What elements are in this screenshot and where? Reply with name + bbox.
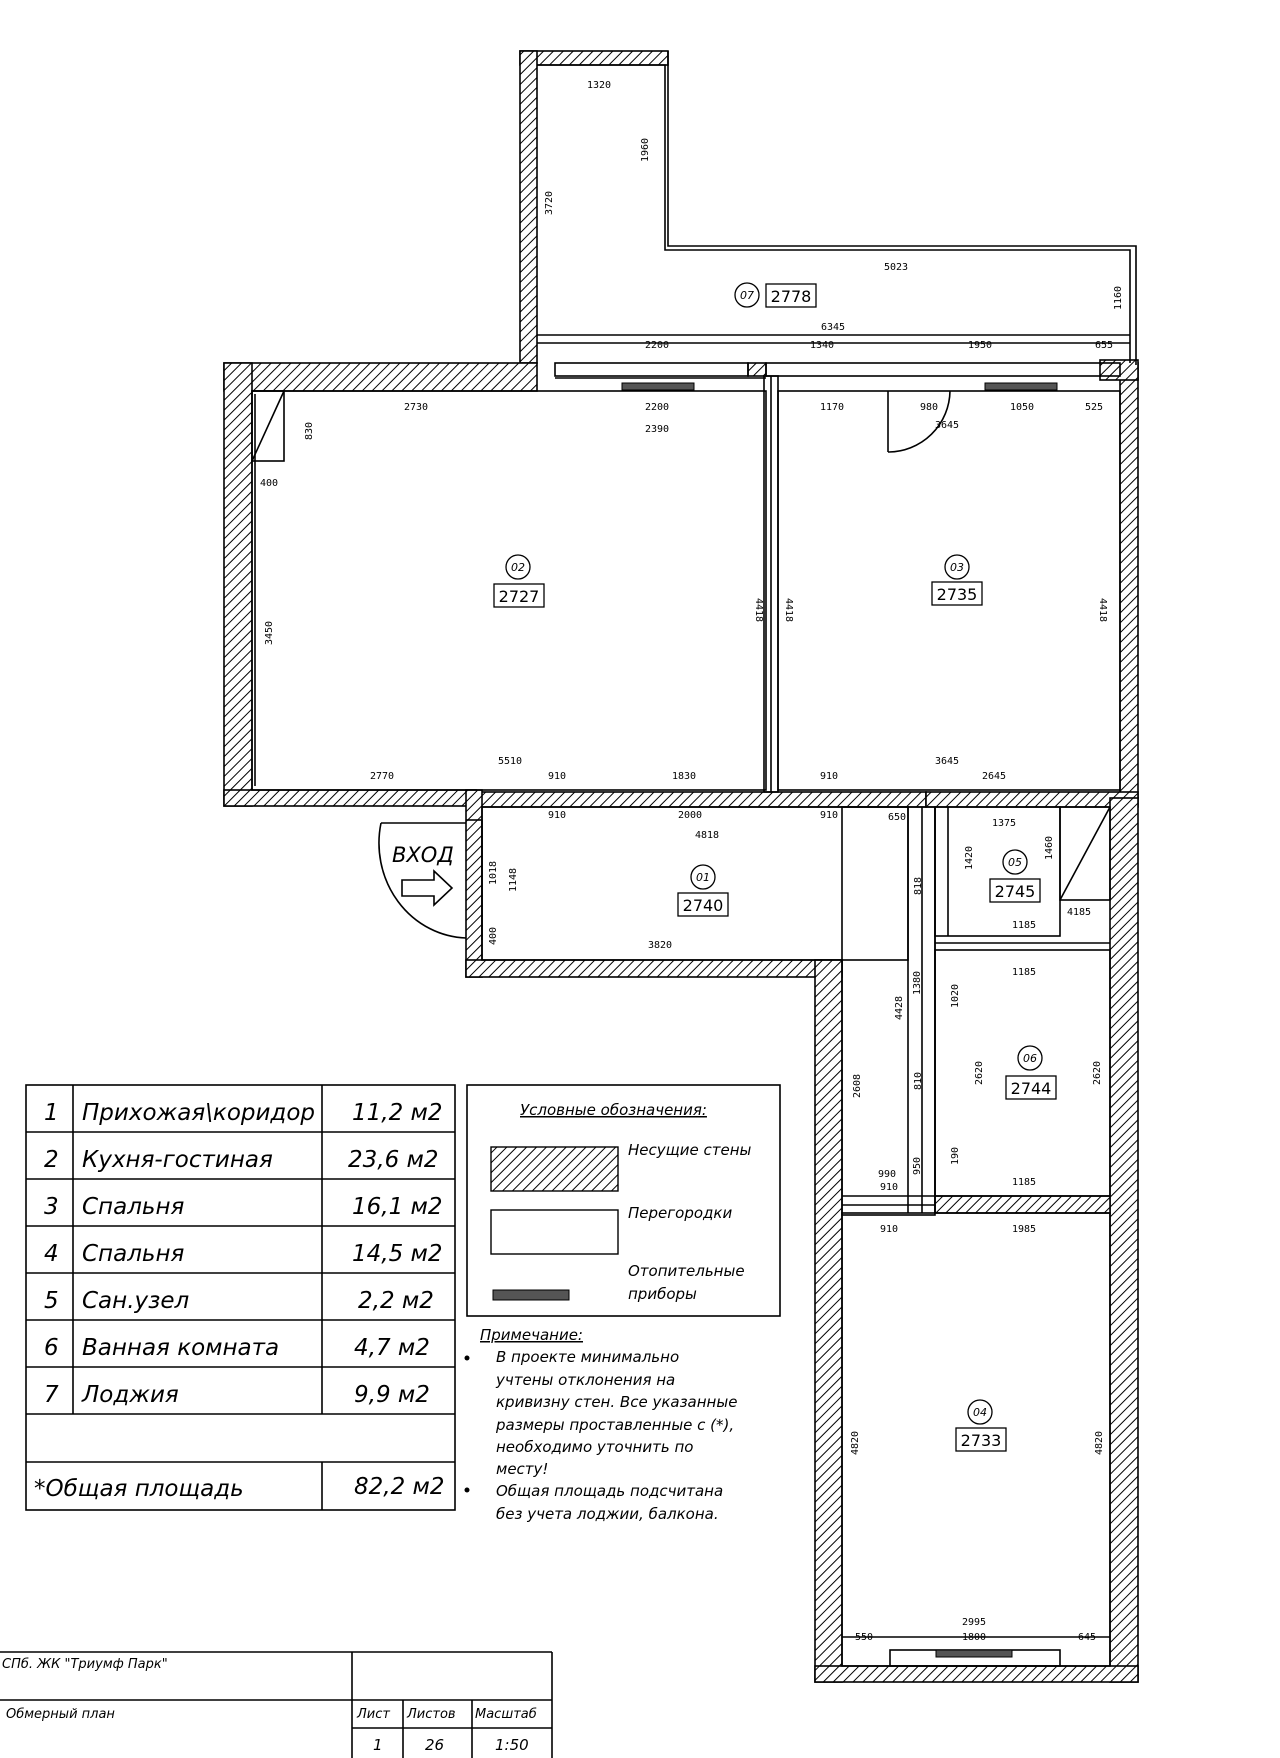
dim-3720: 3720: [544, 190, 555, 215]
area-row-3-value: 16,1 м2: [352, 1194, 443, 1220]
room-height-06: 2744: [1010, 1079, 1052, 1098]
dim-910-c: 910: [548, 810, 567, 821]
dim-2620-b: 2620: [1092, 1060, 1103, 1085]
note-line-6: месту!: [496, 1460, 549, 1478]
dim-190: 190: [950, 1146, 961, 1165]
area-row-3-num: 3: [44, 1194, 59, 1220]
note-line-8: без учета лоджии, балкона.: [496, 1505, 719, 1523]
drawing-name: Обмерный план: [6, 1707, 115, 1722]
title-block-text: [2, 1657, 537, 1754]
dim-5510: 5510: [498, 756, 523, 767]
dim-1985: 1985: [1012, 1224, 1037, 1235]
area-table-text: [34, 1100, 445, 1502]
dim-3450: 3450: [264, 620, 275, 645]
dim-1380: 1380: [912, 970, 923, 995]
room-tag-06: [1006, 1046, 1056, 1099]
dim-1018: 1018: [488, 860, 499, 885]
dim-5023: 5023: [884, 262, 909, 273]
area-row-7-num: 7: [44, 1382, 59, 1408]
legend-title: Условные обозначения:: [520, 1101, 707, 1119]
dim-2200-top: 2200: [645, 340, 670, 351]
area-row-2-num: 2: [44, 1147, 59, 1173]
dim-1170: 1170: [820, 402, 845, 413]
dim-1185-c: 1185: [1012, 1177, 1037, 1188]
dim-4418-b: 4418: [783, 598, 794, 623]
sheets-label: Листов: [407, 1707, 456, 1722]
dim-1185-b: 1185: [1012, 967, 1037, 978]
room-tag-02: [494, 555, 544, 607]
dim-1020: 1020: [950, 983, 961, 1008]
note-line-4: размеры проставленные с (*),: [496, 1416, 735, 1434]
dim-4418-a: 4418: [753, 598, 764, 623]
legend-bearing-wall-swatch: [491, 1147, 618, 1191]
room-tag-05: [990, 850, 1040, 902]
room-tag-03: [932, 555, 982, 605]
total-area-value: 82,2 м2: [354, 1474, 445, 1500]
dim-910-d: 910: [820, 810, 839, 821]
dim-910-e: 910: [880, 1182, 899, 1193]
heater-kitchen: [622, 383, 694, 390]
dim-810: 810: [913, 1071, 924, 1090]
legend: [467, 1085, 780, 1316]
dim-550: 550: [855, 1632, 874, 1643]
area-row-4-num: 4: [44, 1241, 59, 1267]
dim-1160: 1160: [1113, 285, 1124, 310]
dim-910-b: 910: [820, 771, 839, 782]
area-row-3-name: Спальня: [82, 1194, 185, 1220]
dim-650: 650: [888, 812, 907, 823]
project-name: СПб. ЖК "Триумф Парк": [2, 1657, 168, 1672]
note-bullet-1: [465, 1356, 470, 1361]
dim-4428: 4428: [894, 995, 905, 1020]
room-height-05: 2745: [994, 882, 1036, 901]
note-title: Примечание:: [480, 1326, 583, 1344]
legend-bearing-walls-label: Несущие стены: [628, 1141, 752, 1159]
note-line-5: необходимо уточнить по: [496, 1438, 694, 1456]
dim-1950: 1950: [968, 340, 993, 351]
room-number-05: 05: [1008, 856, 1022, 869]
dim-3820: 3820: [648, 940, 673, 951]
heater-bedroom4: [936, 1650, 1012, 1657]
legend-heaters-label-1: Отопительные: [628, 1262, 745, 1280]
dim-818: 818: [913, 876, 924, 895]
room-tag-04: [956, 1400, 1006, 1451]
dim-655: 655: [1095, 340, 1114, 351]
dim-2620-a: 2620: [974, 1060, 985, 1085]
note-line-3: кривизну стен. Все указанные: [496, 1393, 738, 1411]
dim-2000: 2000: [678, 810, 703, 821]
dim-1830: 1830: [672, 771, 697, 782]
dim-1050: 1050: [1010, 402, 1035, 413]
room-number-07: 07: [740, 289, 754, 302]
dim-990: 990: [878, 1169, 897, 1180]
room-number-01: 01: [696, 871, 710, 884]
dim-4818: 4818: [695, 830, 720, 841]
heater-bedroom3: [985, 383, 1057, 390]
legend-partition-swatch: [491, 1210, 618, 1254]
dim-1148: 1148: [508, 867, 519, 892]
note-block: [465, 1326, 738, 1523]
entrance-arrow-icon: [402, 871, 452, 905]
dim-1375: 1375: [992, 818, 1017, 829]
dim-2200-inner: 2200: [645, 402, 670, 413]
area-row-1-value: 11,2 м2: [352, 1100, 443, 1126]
scale-value: 1:50: [495, 1736, 529, 1754]
dim-1420: 1420: [964, 845, 975, 870]
area-row-5-value: 2,2 м2: [358, 1288, 434, 1314]
room-tag-01: [678, 865, 728, 916]
dim-2645: 2645: [982, 771, 1007, 782]
area-row-1-name: Прихожая\коридор: [82, 1100, 316, 1126]
dim-2390: 2390: [645, 424, 670, 435]
dim-1340: 1340: [810, 340, 835, 351]
room-number-04: 04: [973, 1406, 987, 1419]
area-row-4-name: Спальня: [82, 1241, 185, 1267]
dim-980: 980: [920, 402, 939, 413]
scale-label: Масштаб: [475, 1707, 537, 1722]
area-row-6-num: 6: [44, 1335, 59, 1361]
note-line-2: учтены отклонения на: [496, 1371, 676, 1389]
room-tag-07: [735, 283, 816, 307]
room-number-02: 02: [511, 561, 525, 574]
area-row-6-name: Ванная комната: [82, 1335, 280, 1361]
room-height-02: 2727: [498, 587, 540, 606]
total-area-label: *Общая площадь: [34, 1476, 244, 1502]
dim-645: 645: [1078, 1632, 1097, 1643]
dim-910-f: 910: [880, 1224, 899, 1235]
area-row-7-name: Лоджия: [82, 1382, 179, 1408]
dim-3645-top: 3645: [935, 420, 960, 431]
dim-1460: 1460: [1044, 835, 1055, 860]
legend-partitions-label: Перегородки: [628, 1204, 733, 1222]
area-row-2-name: Кухня-гостиная: [82, 1147, 273, 1173]
dim-2730: 2730: [404, 402, 429, 413]
room-number-06: 06: [1023, 1052, 1037, 1065]
dim-4418-c: 4418: [1097, 598, 1108, 623]
dim-1320: 1320: [587, 80, 612, 91]
area-row-5-num: 5: [44, 1288, 59, 1314]
area-row-4-value: 14,5 м2: [352, 1241, 443, 1267]
dim-830: 830: [304, 421, 315, 440]
dim-4820-b: 4820: [1094, 1430, 1105, 1455]
dim-3645-bottom: 3645: [935, 756, 960, 767]
sheet-number: 1: [373, 1736, 383, 1754]
area-row-1-num: 1: [44, 1100, 59, 1126]
dim-400-riser: 400: [260, 478, 279, 489]
dim-2995: 2995: [962, 1617, 987, 1628]
room-height-04: 2733: [960, 1431, 1002, 1450]
note-line-1: В проекте минимально: [496, 1348, 680, 1366]
dim-1800: 1800: [962, 1632, 987, 1643]
dim-1960: 1960: [640, 137, 651, 162]
entrance-label: ВХОД: [392, 843, 454, 867]
dim-950: 950: [912, 1156, 923, 1175]
room-height-03: 2735: [936, 585, 978, 604]
dim-2608: 2608: [852, 1073, 863, 1098]
area-row-5-name: Сан.узел: [82, 1288, 190, 1314]
area-row-2-value: 23,6 м2: [348, 1147, 439, 1173]
room-height-01: 2740: [682, 896, 724, 915]
note-bullet-2: [465, 1488, 470, 1493]
dim-1185-a: 1185: [1012, 920, 1037, 931]
dim-6345: 6345: [821, 322, 846, 333]
dim-2770: 2770: [370, 771, 395, 782]
room-number-03: 03: [950, 561, 964, 574]
area-row-6-value: 4,7 м2: [354, 1335, 430, 1361]
room-height-07: 2778: [770, 287, 812, 306]
area-row-7-value: 9,9 м2: [354, 1382, 430, 1408]
dim-400-door: 400: [488, 926, 499, 945]
dim-4185: 4185: [1067, 907, 1092, 918]
sheet-label: Лист: [357, 1707, 390, 1722]
dim-525: 525: [1085, 402, 1104, 413]
entrance-marker: [392, 843, 454, 905]
note-line-7: Общая площадь подсчитана: [496, 1482, 724, 1500]
dim-4820-a: 4820: [850, 1430, 861, 1455]
sheets-count: 26: [425, 1736, 445, 1754]
legend-heaters-label-2: приборы: [628, 1285, 697, 1303]
legend-heater-swatch: [493, 1290, 569, 1300]
dim-910-a: 910: [548, 771, 567, 782]
